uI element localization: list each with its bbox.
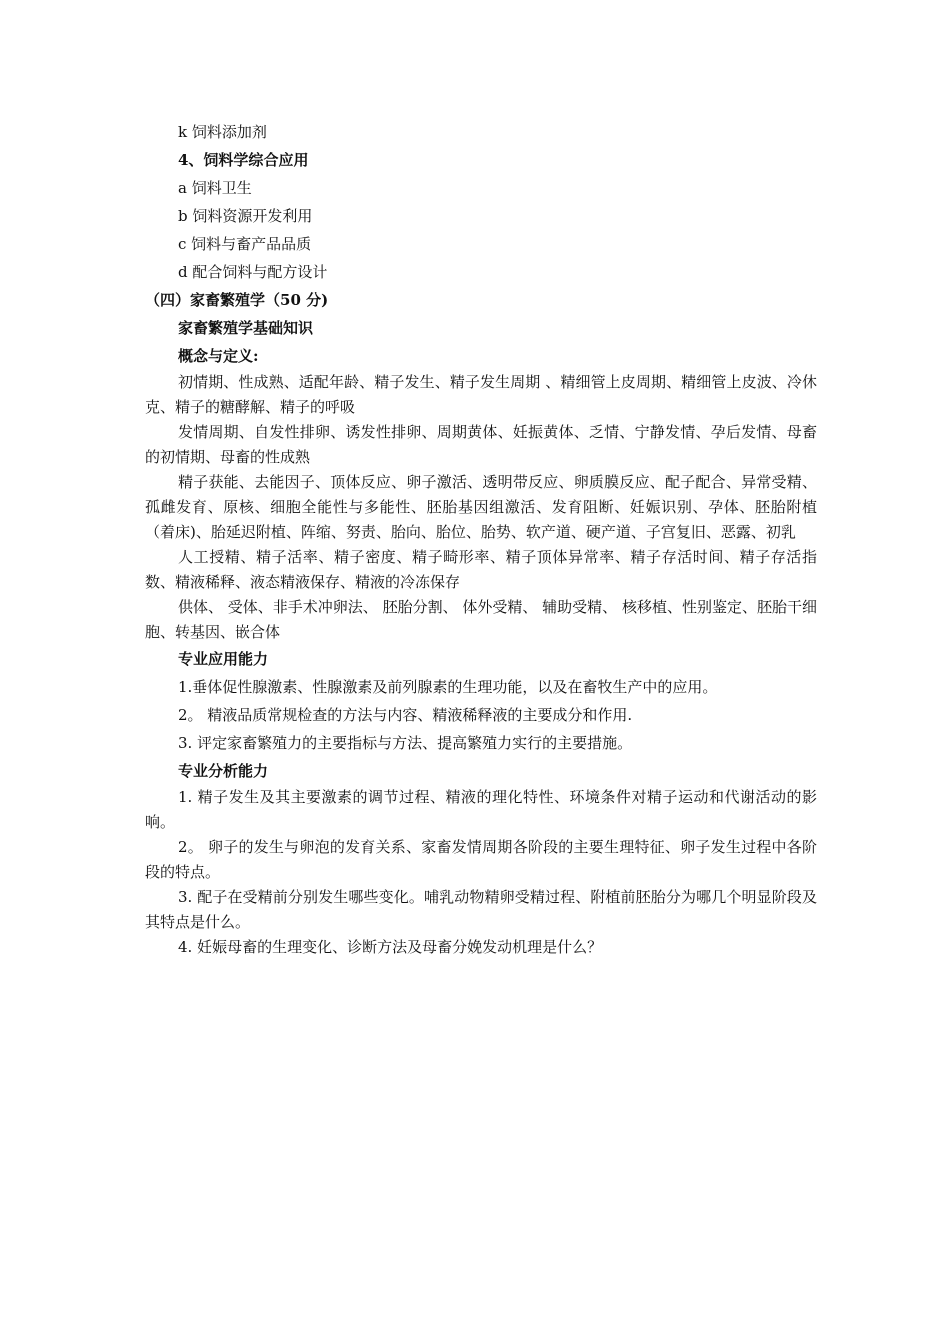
concept-paragraph: 发情周期、自发性排卵、诱发性排卵、周期黄体、妊振黄体、乏情、宁静发情、孕后发情、母畜的初情期、母畜的性成熟 xyxy=(145,423,817,466)
application-item: 1.垂体促性腺激素、性腺激素及前列腺素的生理功能，以及在畜牧生产中的应用。 xyxy=(178,678,718,696)
subtitle-basic-knowledge: 家畜繁殖学基础知识 xyxy=(178,319,314,337)
list-item-c: c 饲料与畜产品品质 xyxy=(178,235,312,253)
concept-paragraph: 人工授精、精子活率、精子密度、精子畸形率、精子顶体异常率、精子存活时间、精子存活指数、精液稀释、液态精液保存、精液的冷冻保存 xyxy=(145,548,817,591)
list-item-a: a 饲料卫生 xyxy=(178,179,252,197)
document-body xyxy=(145,118,817,960)
section-title: （四）家畜繁殖学（50 分) xyxy=(145,291,329,309)
application-item: 3. 评定家畜繁殖力的主要指标与方法、提高繁殖力实行的主要措施。 xyxy=(178,734,633,752)
analysis-item: 4. 妊娠母畜的生理变化、诊断方法及母畜分娩发动机理是什么？ xyxy=(178,938,603,956)
concept-paragraph: 初情期、性成熟、适配年龄、精子发生、精子发生周期 、精细管上皮周期、精细管上皮波、冷休克、精子的糖酵解、精子的呼吸 xyxy=(145,373,817,416)
analysis-item: 2。 卵子的发生与卵泡的发育关系、家畜发情周期各阶段的主要生理特征、卵子发生过程中各阶段的特点。 xyxy=(145,838,817,881)
application-item: 2。 精液品质常规检查的方法与内容、精液稀释液的主要成分和作用. xyxy=(178,706,633,724)
subtitle-analysis: 专业分析能力 xyxy=(178,762,269,780)
concept-paragraph: 精子获能、去能因子、顶体反应、卵子激活、透明带反应、卵质膜反应、配子配合、异常受精、孤雌发育、原核、细胞全能性与多能性、胚胎基因组激活、发育阻断、妊娠识别、孕体、胚胎附植（着床)、胎延迟附植、阵缩、努责、胎向、胎位、胎势、软产道、硬产道、子宫复旧、恶露、初乳 xyxy=(145,473,817,541)
subtitle-concepts: 概念与定义: xyxy=(178,347,259,365)
list-item-b: b 饲料资源开发利用 xyxy=(178,207,313,225)
concept-paragraph: 供体、 受体、非手术冲卵法、 胚胎分割、 体外受精、 辅助受精、 核移植、性别鉴定、胚胎干细胞、转基因、嵌合体 xyxy=(145,598,817,641)
analysis-item: 3. 配子在受精前分别发生哪些变化。哺乳动物精卵受精过程、附植前胚胎分为哪几个明显阶段及其特点是什么。 xyxy=(145,888,817,931)
list-item-d: d 配合饲料与配方设计 xyxy=(178,263,328,281)
subtitle-application: 专业应用能力 xyxy=(178,650,269,668)
list-item-k: k 饲料添加剂 xyxy=(178,123,267,141)
analysis-item: 1. 精子发生及其主要激素的调节过程、精液的理化特性、环境条件对精子运动和代谢活动的影响。 xyxy=(145,788,817,831)
heading-feed-application: 4、饲料学综合应用 xyxy=(178,151,309,169)
